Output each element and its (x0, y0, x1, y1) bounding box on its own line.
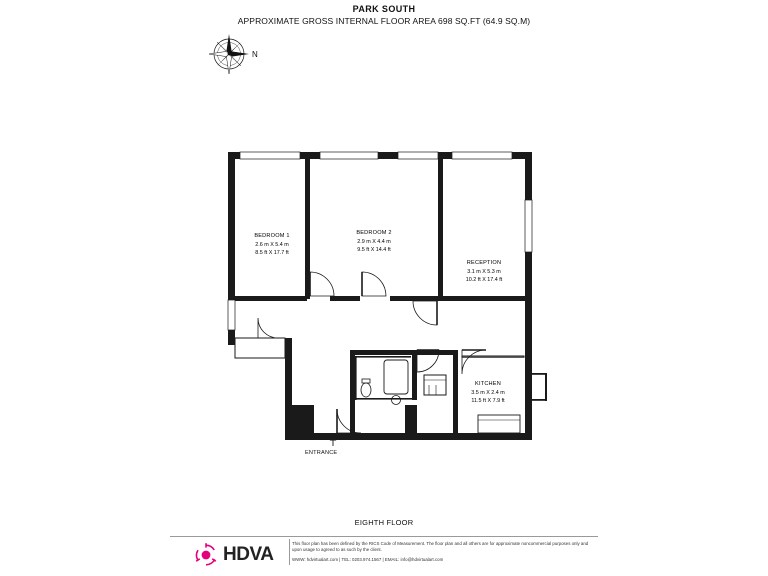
room-label-bedroom-2 (338, 229, 410, 254)
footer-text (292, 541, 598, 563)
logo-mark-icon (193, 542, 219, 568)
room-label-bedroom-1 (236, 232, 308, 257)
room-name: KITCHEN (475, 381, 501, 387)
room-dim-metric: 2.6 m X 5.4 m (255, 241, 289, 248)
compass-north-label: N (252, 50, 258, 59)
footer (0, 536, 768, 576)
page-subtitle: APPROXIMATE GROSS INTERNAL FLOOR AREA 698 SQ.FT (64.9 SQ.M) (237, 16, 531, 26)
room-dim-metric: 3.5 m X 2.4 m (471, 389, 505, 396)
footer-contact: WWW: hdvirtualart.com | TEL: 0203.974.1567 | EMAIL: info@hdvirtualart.com (292, 556, 444, 562)
room-dim-imperial: 9.5 ft X 14.4 ft (357, 247, 391, 254)
compass-icon (205, 30, 253, 78)
room-name: RECEPTION (466, 260, 502, 266)
room-dim-metric: 2.9 m X 4.4 m (357, 238, 391, 245)
logo-text: HDVA (223, 544, 274, 565)
room-dim-metric: 3.1 m X 5.3 m (467, 268, 501, 275)
room-dim-imperial: 8.5 ft X 17.7 ft (255, 250, 289, 257)
room-name: BEDROOM 2 (356, 230, 392, 236)
footer-disclaimer: This floor plan has been defined by the RICS Code of Measurement. The floor plan and all others are for approximate noncommercial purposes only and upon usage to agreed to as such by the client. (292, 541, 589, 553)
room-dim-imperial: 10.2 ft X 17.4 ft (465, 277, 503, 284)
footer-divider (170, 536, 598, 537)
page-title: PARK SOUTH (352, 4, 416, 14)
room-dim-imperial: 11.5 ft X 7.9 ft (471, 398, 505, 405)
hdva-logo (193, 542, 273, 568)
room-name: BEDROOM 1 (254, 233, 290, 239)
floor-label: EIGHTH FLOOR (354, 518, 414, 527)
entrance-label: ENTRANCE (305, 450, 338, 456)
room-label-reception (446, 259, 522, 284)
room-label-kitchen (452, 380, 524, 405)
footer-vertical-divider (289, 539, 290, 565)
